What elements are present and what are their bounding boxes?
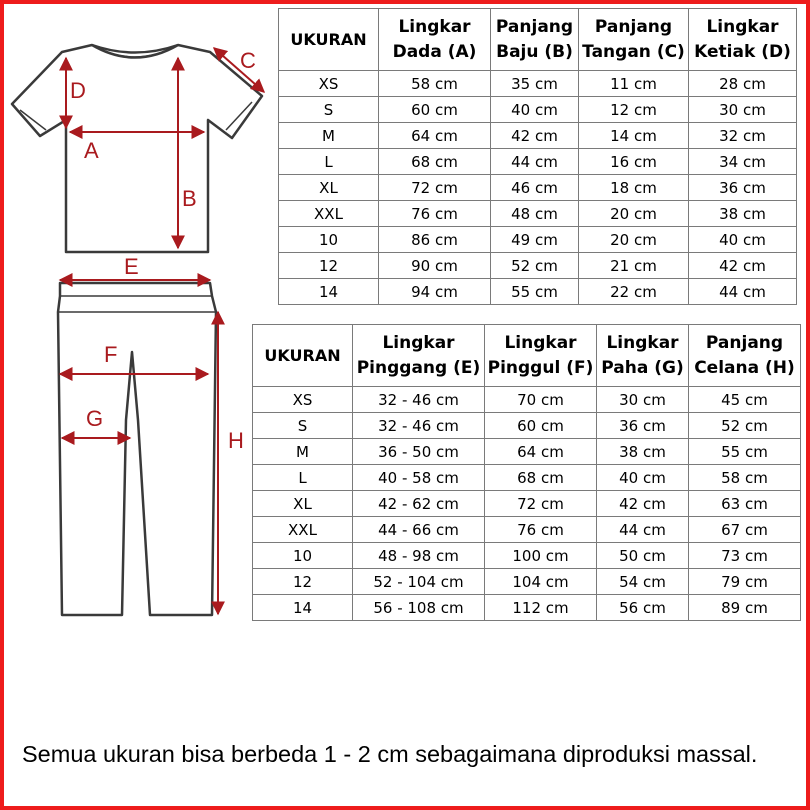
table-cell: 63 cm [689, 491, 801, 517]
table-cell: 72 cm [485, 491, 597, 517]
table-row [253, 569, 801, 595]
table-row [253, 387, 801, 413]
table-cell: 42 - 62 cm [353, 491, 485, 517]
table-cell: XXL [253, 517, 353, 543]
label-a: A [84, 138, 99, 163]
table-cell: XL [253, 491, 353, 517]
table-cell: 60 cm [485, 413, 597, 439]
table-cell: 79 cm [689, 569, 801, 595]
table-row [279, 175, 797, 201]
table-cell: 44 cm [597, 517, 689, 543]
table-row [279, 227, 797, 253]
table-cell: 42 cm [491, 123, 579, 149]
table-cell: 70 cm [485, 387, 597, 413]
table-cell: 45 cm [689, 387, 801, 413]
table-cell: 14 cm [579, 123, 689, 149]
label-f: F [104, 342, 118, 367]
header-col: Lingkar Ketiak (D) [689, 9, 797, 71]
table-cell: 40 cm [597, 465, 689, 491]
header-ukuran: UKURAN [253, 325, 353, 387]
header-col: Lingkar Pinggul (F) [485, 325, 597, 387]
table-cell: 73 cm [689, 543, 801, 569]
header-col: Lingkar Dada (A) [379, 9, 491, 71]
table-cell: 38 cm [689, 201, 797, 227]
table-cell: 28 cm [689, 71, 797, 97]
table-cell: 76 cm [485, 517, 597, 543]
label-g: G [86, 406, 104, 431]
table-cell: 100 cm [485, 543, 597, 569]
table-cell: 49 cm [491, 227, 579, 253]
table-row [253, 439, 801, 465]
table-cell: 52 cm [689, 413, 801, 439]
table-cell: L [279, 149, 379, 175]
table-cell: 18 cm [579, 175, 689, 201]
table-cell: 14 [279, 279, 379, 305]
table-cell: 40 - 58 cm [353, 465, 485, 491]
table-row [279, 71, 797, 97]
table-cell: 44 - 66 cm [353, 517, 485, 543]
table-cell: 64 cm [379, 123, 491, 149]
table-cell: XXL [279, 201, 379, 227]
table-cell: 48 - 98 cm [353, 543, 485, 569]
pants-illustration [58, 283, 216, 615]
table-cell: 52 - 104 cm [353, 569, 485, 595]
shirt-size-table [278, 8, 797, 305]
header-col: Lingkar Paha (G) [597, 325, 689, 387]
table-cell: 12 cm [579, 97, 689, 123]
table-cell: 12 [279, 253, 379, 279]
table-cell: 72 cm [379, 175, 491, 201]
table-cell: 94 cm [379, 279, 491, 305]
table-cell: 44 cm [689, 279, 797, 305]
table-cell: 36 - 50 cm [353, 439, 485, 465]
table-cell: 52 cm [491, 253, 579, 279]
table-cell: 34 cm [689, 149, 797, 175]
label-d: D [70, 78, 86, 103]
tshirt-illustration [12, 45, 262, 252]
footnote: Semua ukuran bisa berbeda 1 - 2 cm sebagaimana diproduksi massal. [22, 741, 758, 767]
table-row [253, 491, 801, 517]
table-cell: 58 cm [689, 465, 801, 491]
table-cell: 32 cm [689, 123, 797, 149]
table-cell: 10 [253, 543, 353, 569]
table-cell: 58 cm [379, 71, 491, 97]
table-cell: 32 - 46 cm [353, 387, 485, 413]
table-cell: 112 cm [485, 595, 597, 621]
header-col: Panjang Celana (H) [689, 325, 801, 387]
table-cell: 40 cm [689, 227, 797, 253]
table-cell: 89 cm [689, 595, 801, 621]
table-cell: M [253, 439, 353, 465]
table-cell: 64 cm [485, 439, 597, 465]
table-cell: 48 cm [491, 201, 579, 227]
table-row [279, 123, 797, 149]
table-cell: 35 cm [491, 71, 579, 97]
table-cell: 76 cm [379, 201, 491, 227]
table-cell: 36 cm [689, 175, 797, 201]
table-cell: 30 cm [689, 97, 797, 123]
table-cell: 68 cm [379, 149, 491, 175]
table-cell: XS [253, 387, 353, 413]
table-cell: 67 cm [689, 517, 801, 543]
table-cell: 104 cm [485, 569, 597, 595]
table-row [253, 517, 801, 543]
label-h: H [228, 428, 244, 453]
table-cell: 38 cm [597, 439, 689, 465]
table-cell: 42 cm [597, 491, 689, 517]
table-cell: 56 cm [597, 595, 689, 621]
label-b: B [182, 186, 197, 211]
table-cell: 22 cm [579, 279, 689, 305]
table-cell: 60 cm [379, 97, 491, 123]
table-cell: 54 cm [597, 569, 689, 595]
table-cell: 30 cm [597, 387, 689, 413]
header-col: Panjang Tangan (C) [579, 9, 689, 71]
table-cell: 55 cm [689, 439, 801, 465]
table-row [279, 149, 797, 175]
table-cell: 90 cm [379, 253, 491, 279]
table-row [253, 595, 801, 621]
table-row [253, 413, 801, 439]
table-cell: 55 cm [491, 279, 579, 305]
label-c: C [240, 48, 256, 73]
table-cell: 68 cm [485, 465, 597, 491]
table-cell: 16 cm [579, 149, 689, 175]
table-row [279, 279, 797, 305]
table-cell: M [279, 123, 379, 149]
table-row [279, 253, 797, 279]
table-cell: XL [279, 175, 379, 201]
table-cell: 12 [253, 569, 353, 595]
table-cell: 50 cm [597, 543, 689, 569]
table-cell: 42 cm [689, 253, 797, 279]
table-row [253, 465, 801, 491]
table-row [279, 97, 797, 123]
table-cell: XS [279, 71, 379, 97]
table-cell: 14 [253, 595, 353, 621]
table-cell: L [253, 465, 353, 491]
label-e: E [124, 254, 139, 279]
table-cell: S [279, 97, 379, 123]
header-ukuran: UKURAN [279, 9, 379, 71]
table-cell: S [253, 413, 353, 439]
table-cell: 20 cm [579, 201, 689, 227]
table-cell: 10 [279, 227, 379, 253]
table-cell: 56 - 108 cm [353, 595, 485, 621]
table-cell: 86 cm [379, 227, 491, 253]
table-cell: 36 cm [597, 413, 689, 439]
header-col: Panjang Baju (B) [491, 9, 579, 71]
table-row [253, 543, 801, 569]
table-cell: 32 - 46 cm [353, 413, 485, 439]
table-cell: 20 cm [579, 227, 689, 253]
table-row [279, 201, 797, 227]
pants-size-table [252, 324, 801, 621]
table-cell: 44 cm [491, 149, 579, 175]
header-col: Lingkar Pinggang (E) [353, 325, 485, 387]
table-cell: 11 cm [579, 71, 689, 97]
table-cell: 21 cm [579, 253, 689, 279]
table-cell: 40 cm [491, 97, 579, 123]
table-cell: 46 cm [491, 175, 579, 201]
